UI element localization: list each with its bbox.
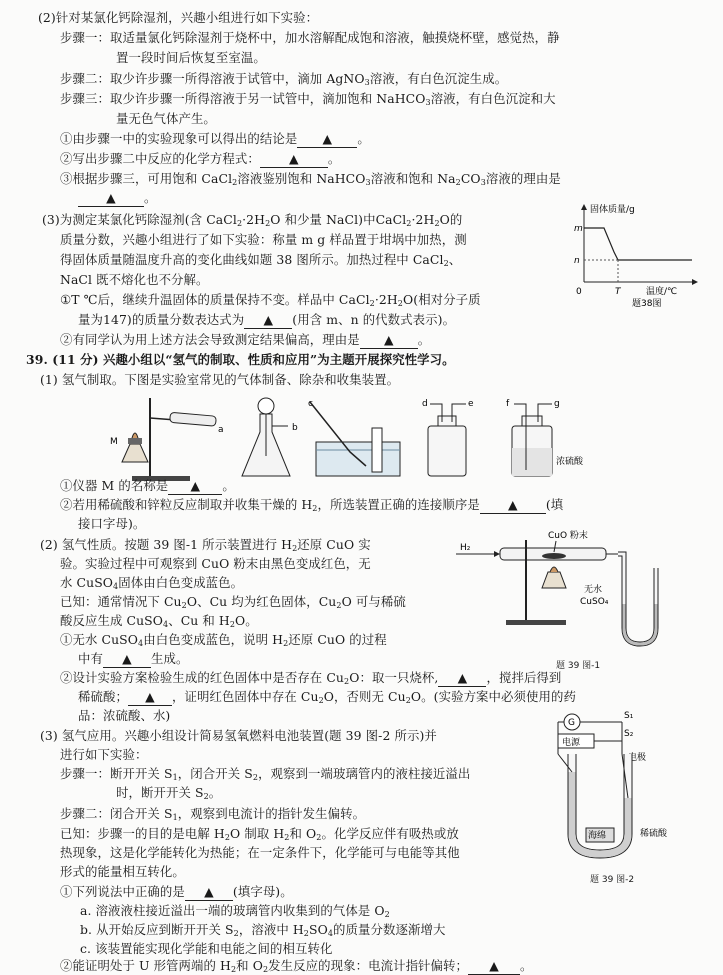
apparatus-figure [110, 392, 670, 484]
svg-text:d: d [422, 399, 428, 409]
cuo-powder [542, 553, 566, 559]
figure-39-1-caption: 题 39 图-1 [556, 661, 601, 671]
q39-3-q2: ②能证明处于 U 形管两端的 $H_2$和 $O_2$发生反应的现象：电流计指针偏转； ▲ 。 [60, 958, 533, 974]
svg-text:G: G [568, 718, 575, 728]
figure-39-2 [548, 708, 678, 868]
label-sponge: 海绵 [588, 831, 607, 841]
svg-text:f: f [506, 399, 510, 409]
svg-text:g: g [554, 399, 560, 409]
q39-3-l1: (3) 氢气应用。兴趣小组设计简易氢氧燃料电池装置(题 39 图-2 所示)并 [40, 728, 437, 743]
q39-3-known3: 形式的能量相互转化。 [60, 864, 185, 879]
graph-caption: 题38图 [632, 299, 662, 308]
q39-2-l3: 水 CuSO$_4$固体由白色变成蓝色。 [60, 575, 244, 591]
q39-1-q1: ①仪器 M 的名称是 ▲ 。 [60, 478, 235, 493]
figure-39-1 [456, 528, 671, 656]
q39-3-step2: 步骤二：闭合开关 $S_1$，观察到电流计的指针发生偏转。 [60, 806, 366, 822]
q38-3-l6: 量为147)的质量分数表达式为 ▲ (用含 m、n 的代数式表示)。 [78, 312, 456, 327]
graph-xlabel: 温度/℃ [646, 287, 678, 297]
label-s1: S₁ [624, 711, 634, 721]
q39-1-q2-cont: 接口字母)。 [78, 516, 146, 531]
q39-3-known2: 热现象，这是化学能转化为热能；在一定条件下，化学能可与电能等其他 [60, 845, 460, 860]
q38-3-l3: 得固体质量随温度升高的变化曲线如题 38 图所示。加热过程中 CaCl$_2$、 [60, 252, 462, 268]
graph-t-label: T [615, 287, 621, 297]
svg-text:b: b [292, 423, 298, 433]
graph-origin: 0 [576, 287, 582, 297]
q39-2-l7: 中有 ▲ 生成。 [78, 651, 189, 666]
q38-2-q2: ②写出步骤二中反应的化学方程式： ▲ 。 [60, 151, 341, 166]
q39-3-step1: 步骤一：断开开关 $S_1$，闭合开关 $S_2$，观察到一端玻璃管内的液柱接近溢出 [60, 766, 471, 782]
label-M: M [110, 437, 118, 447]
q39-2-l2: 验。实验过程中可观察到 CuO 粉末由黑色变成红色，无 [60, 556, 371, 571]
label-anhydrous: 无水 [584, 585, 603, 595]
q38-3-l2: 质量分数，兴趣小组进行了如下实验：称量 m g 样品置于坩埚中加热，测 [60, 232, 467, 247]
graph-ylabel: 固体质量/g [590, 205, 635, 215]
label-electrode: 电极 [628, 753, 647, 763]
label-power: 电源 [562, 738, 581, 748]
apparatus-c [308, 399, 400, 476]
q39-2-l6: ①无水 CuSO$_4$由白色变成蓝色，说明 $H_2$还原 CuO 的过程 [60, 632, 387, 648]
apparatus-fg [506, 399, 584, 476]
option-b: b. 从开始反应到断开开关 $S_2$，溶液中 $H_2SO_4$的质量分数逐渐增大 [80, 922, 446, 938]
q39-2-l10: 品：浓硫酸、水) [78, 708, 171, 723]
label-dilute-h2so4: 稀硫酸 [640, 829, 668, 839]
figure-39-2-caption: 题 39 图-2 [590, 875, 635, 885]
q39-1-intro: (1) 氢气制取。下图是实验室常见的气体制备、除杂和收集装置。 [40, 372, 400, 387]
q39-heading: 39. (11 分) 兴趣小组以“氢气的制取、性质和应用”为主题开展探究性学习。 [26, 352, 455, 367]
q39-1-q2: ②若用稀硫酸和锌粒反应制取并收集干燥的 $H_2$，所选装置正确的连接顺序是 ▲ (填 [60, 497, 564, 513]
apparatus-de [422, 399, 474, 476]
label-cuso4: CuSO₄ [580, 597, 609, 607]
q38-3-l1: (3)为测定某氯化钙除湿剂(含 $CaCl_2\cdot 2H_2O$ 和少量 NaCl)中$CaCl_2\cdot 2H_2O$的 [42, 212, 463, 228]
q38-3-l5: ①T ℃后，继续升温固体的质量保持不变。样品中 $CaCl_2\cdot 2H_2O$(相对分子质 [60, 292, 481, 308]
graph-m-label: m [574, 224, 583, 234]
q38-2-step2: 步骤二：取少许步骤一所得溶液于试管中，滴加 AgNO$_3$溶液，有白色沉淀生成。 [60, 71, 508, 87]
q38-2-q3: ③根据步骤三，可用饱和 CaCl$_2$溶液鉴别饱和 NaHCO$_3$溶液和饱和 $Na_2CO_3$溶液的理由是 [60, 171, 561, 187]
label-cuo-powder: CuO 粉末 [548, 531, 588, 541]
q38-3-l4: NaCl 既不熔化也不分解。 [60, 272, 209, 287]
q38-2-q1: ①由步骤一中的实验现象可以得出的结论是 ▲ 。 [60, 131, 370, 146]
figure-38-graph [560, 200, 700, 308]
svg-text:c: c [308, 399, 313, 409]
q39-2-l8: ②设计实验方案检验生成的红色固体中是否存在 $Cu_2O$：取一只烧杯, ▲ ，搅拌后得到 [60, 670, 562, 686]
apparatus-b [242, 398, 298, 476]
q39-3-known1: 已知：步骤一的目的是电解 $H_2O$ 制取 $H_2$和 $O_2$。化学反应伴有吸热或放 [60, 826, 459, 842]
q39-2-l4: 已知：通常情况下 $Cu_2O$、Cu 均为红色固体，$Cu_2O$ 可与稀硫 [60, 594, 406, 610]
q39-2-l1: (2) 氢气性质。按题 39 图-1 所示装置进行 $H_2$还原 CuO 实 [40, 537, 371, 553]
svg-text:e: e [468, 399, 474, 409]
svg-text:a: a [218, 425, 224, 435]
label-h2: H₂ [460, 543, 471, 553]
q39-3-step1-cont: 时，断开开关 $S_2$。 [116, 785, 222, 801]
q39-3-q1: ①下列说法中正确的是 ▲ (填字母)。 [60, 884, 293, 899]
q38-3-l7: ②有同学认为用上述方法会导致测定结果偏高，理由是 ▲ 。 [60, 332, 431, 347]
q39-2-l9: 稀硫酸； ▲ ，证明红色固体中存在 $Cu_2O$，否则无 $Cu_2O$。(实验方案中必须使用的药 [78, 689, 576, 705]
option-c: c. 该装置能实现化学能和电能之间的相互转化 [80, 941, 333, 956]
q38-2-step1: 步骤一：取适量氯化钙除湿剂于烧杯中，加水溶解配成饱和溶液，触摸烧杯壁，感觉热，静 [60, 30, 560, 45]
q38-2-q3-blank: ▲ 。 [78, 190, 157, 207]
q38-2-step1-cont: 置一段时间后恢复至室温。 [116, 50, 266, 65]
label-s2: S₂ [624, 729, 634, 739]
q38-2-step3: 步骤三：取少许步骤一所得溶液于另一试管中，滴加饱和 NaHCO$_3$溶液，有白色沉淀和大 [60, 91, 556, 107]
apparatus-a [110, 398, 224, 481]
q39-2-l5: 酸反应生成 CuSO$_4$、Cu 和 $H_2O$。 [60, 613, 258, 629]
q38-2-heading: (2)针对某氯化钙除湿剂，兴趣小组进行如下实验： [38, 10, 319, 25]
graph-n-label: n [574, 256, 580, 266]
q38-2-step3-cont: 量无色气体产生。 [116, 111, 216, 126]
q39-3-l2: 进行如下实验： [60, 747, 148, 762]
label-conc-h2so4: 浓硫酸 [556, 457, 584, 467]
option-a: a. 溶液液柱接近溢出一端的玻璃管内收集到的气体是 $O_2$ [80, 903, 390, 919]
mass-curve [584, 228, 692, 260]
